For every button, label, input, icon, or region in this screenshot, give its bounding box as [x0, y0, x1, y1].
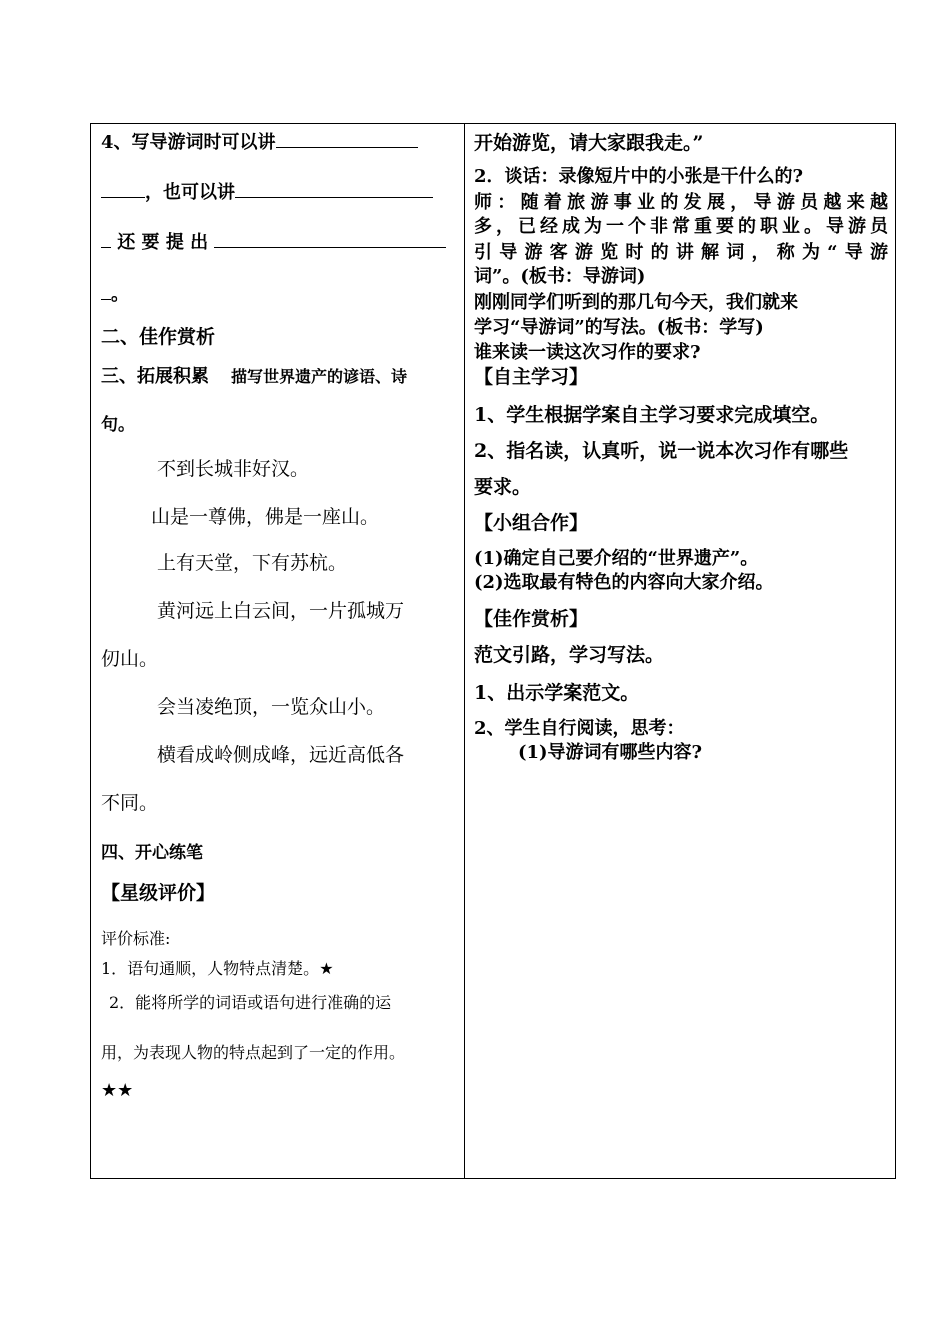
- rating-heading: 【星级评价】: [101, 882, 216, 904]
- blank-field: [235, 179, 433, 198]
- right-line-1: 开始游览，请大家跟我走。”: [474, 132, 704, 154]
- appreciation-heading: 【佳作赏析】: [474, 608, 589, 630]
- right-line-11: 1、学生根据学案自主学习要求完成填空。: [474, 404, 830, 426]
- right-line-6: 词”。(板书：导游词): [474, 266, 646, 287]
- star-icon: ★: [319, 959, 334, 978]
- blank-field: [214, 229, 446, 248]
- group-work-heading: 【小组合作】: [474, 512, 589, 534]
- right-line-3: 师：随着旅游事业的发展，导游员越来越: [474, 192, 888, 213]
- item4-line3: 还 要 提 出: [101, 228, 446, 254]
- right-line-16: (2)选取最有特色的内容向大家介绍。: [474, 572, 774, 593]
- section-2-heading: 二、佳作赏析: [101, 326, 216, 348]
- right-line-4: 多，已经成为一个非常重要的职业。导游员: [474, 216, 888, 237]
- right-line-5: 引导游客游览时的讲解词，称为“导游: [474, 242, 888, 263]
- poem-1-line2: 仞山。: [101, 648, 159, 670]
- right-line-8: 学习“导游词”的写法。(板书：学写): [474, 317, 764, 338]
- poem-3-line2: 不同。: [101, 792, 159, 814]
- section-4-heading: 四、开心练笔: [101, 843, 203, 863]
- right-line-21: (1)导游词有哪些内容?: [518, 742, 703, 763]
- right-line-18: 范文引路，学习写法。: [474, 644, 665, 666]
- blank-field: [101, 179, 145, 198]
- criterion-1: 1．语句通顺，人物特点清楚。★: [101, 959, 334, 978]
- self-study-heading: 【自主学习】: [474, 366, 589, 388]
- poem-1-line1: 黄河远上白云间，一片孤城万: [157, 600, 405, 622]
- right-line-12: 2、指名读，认真听，说一说本次习作有哪些: [474, 440, 849, 462]
- item4-line2: ，也可以讲: [101, 178, 433, 204]
- lesson-table: [90, 123, 896, 1179]
- proverb-2: 山是一尊佛，佛是一座山。: [151, 506, 380, 528]
- poem-2: 会当凌绝顶，一览众山小。: [157, 696, 386, 718]
- right-line-7: 刚刚同学们听到的那几句今天，我们就来: [474, 292, 798, 313]
- section-3-heading: 三、拓展积累 描写世界遗产的谚语、诗: [101, 366, 408, 387]
- column-divider: [464, 124, 465, 1178]
- right-line-13: 要求。: [474, 476, 532, 498]
- item4-line1: 4、写导游词时可以讲: [101, 128, 418, 154]
- poem-3-line1: 横看成岭侧成峰，远近高低各: [157, 744, 405, 766]
- criteria-label: 评价标准:: [101, 929, 171, 948]
- item4-line4: 。: [101, 280, 129, 306]
- star-icon: ★★: [101, 1080, 134, 1101]
- criterion-2-line2: 用，为表现人物的特点起到了一定的作用。: [101, 1043, 406, 1062]
- proverb-3: 上有天堂，下有苏杭。: [157, 552, 348, 574]
- right-line-15: (1)确定自己要介绍的“世界遗产”。: [474, 548, 759, 569]
- proverb-1: 不到长城非好汉。: [157, 458, 310, 480]
- blank-field: [101, 281, 111, 300]
- criterion-2-line1: 2．能将所学的词语或语句进行准确的运: [109, 993, 392, 1012]
- blank-field: [276, 129, 418, 148]
- right-line-19: 1、出示学案范文。: [474, 682, 640, 704]
- blank-field: [101, 229, 111, 248]
- right-line-20: 2、学生自行阅读，思考：: [474, 718, 685, 739]
- right-line-9: 谁来读一读这次习作的要求?: [474, 342, 701, 363]
- right-line-2: 2．谈话：录像短片中的小张是干什么的?: [474, 166, 804, 187]
- section-3-note-cont: 句。: [101, 415, 135, 435]
